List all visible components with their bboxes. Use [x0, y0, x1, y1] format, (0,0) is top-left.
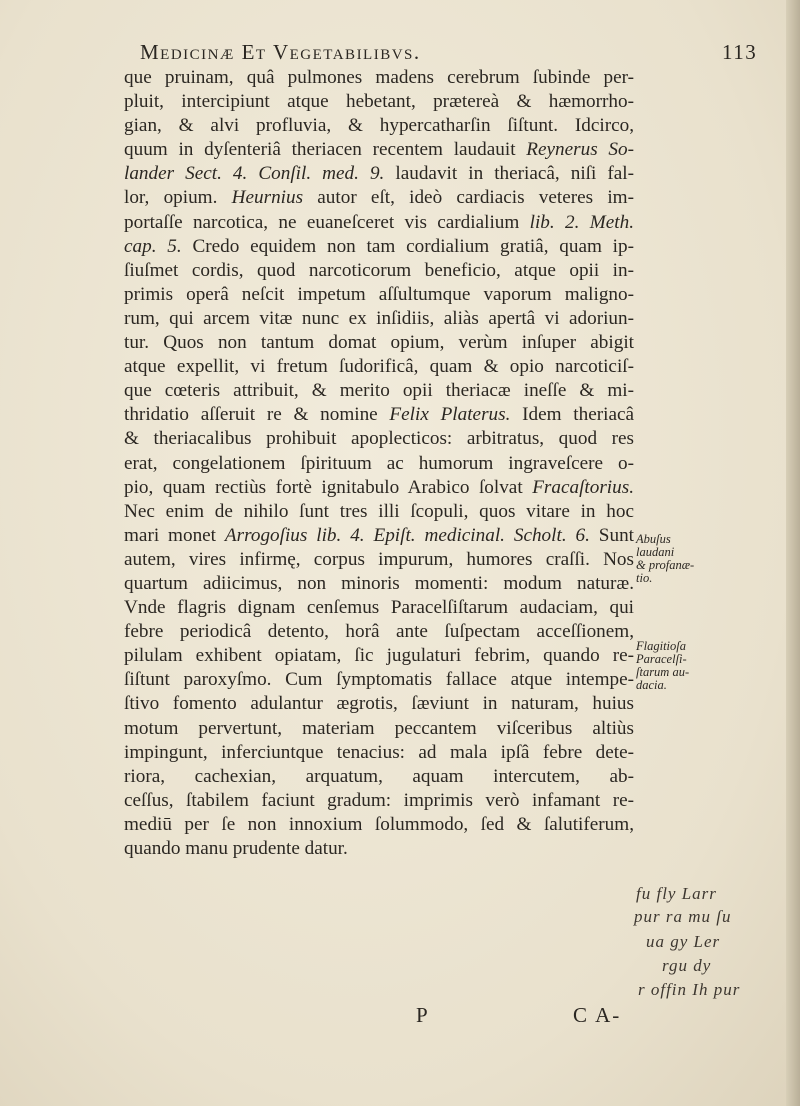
text-line [124, 692, 634, 716]
text-segment: que cœteris attribuit, & merito opii theriacæ ineſſe & mi- [124, 380, 634, 402]
text-segment: Felix Platerus. [389, 404, 511, 426]
text-segment: atque expellit, vi fretum ſudorificâ, quam & opio narcoticiſ- [124, 356, 634, 378]
text-line [124, 813, 634, 837]
text-line [124, 90, 634, 114]
margin-note-line: Abuſus [636, 532, 671, 546]
text-line [124, 452, 634, 476]
text-line [124, 235, 634, 259]
text-segment: lor, opium. [124, 187, 232, 209]
text-segment: pluit, intercipiunt atque hebetant, prætereà & hæmorrho- [124, 91, 634, 113]
handwritten-annotation: pur ra mu ſu [634, 907, 732, 926]
text-segment: ſiſtunt paroxyſmo. Cum ſymptomatis fallace atque intempe- [124, 669, 634, 691]
text-line [124, 620, 634, 644]
handwritten-annotation: ua gy Ler [646, 932, 721, 951]
text-segment: autor eſt, ideò cardiacis veteres im- [303, 187, 634, 209]
text-segment: ſiuſmet cordis, quod narcoticorum beneficio, atque opii in- [124, 259, 634, 281]
text-segment: tur. Quos non tantum domat opium, verùm inſuper abigit [124, 332, 634, 354]
text-segment: que pruinam, quâ pulmones madens cerebrum ſubinde per- [124, 67, 634, 88]
text-line [124, 668, 634, 692]
text-segment: gian, & alvi profluvia, & hypercatharſin ſiſtunt. Idcirco, [124, 115, 634, 137]
text-line [124, 717, 634, 741]
text-segment: Vnde flagris dignam cenſemus Paracelſiſtarum audaciam, qui [124, 597, 634, 619]
text-segment: quum in dyſenteriâ theriacen recentem laudauit [124, 139, 527, 161]
text-segment: laudavit in theriacâ, niſi fal- [384, 163, 634, 185]
text-segment: pilulam exhibent opiatam, ſic jugulaturi febrim, quando re- [124, 645, 634, 667]
text-line [124, 114, 634, 138]
text-segment: rum, qui arcem vitæ nunc ex inſidiis, aliàs apertâ vi adoriun- [124, 307, 634, 329]
text-segment: & theriacalibus prohibuit apoplecticos: arbitratus, quod res [124, 428, 634, 450]
text-segment: quartum adiicimus, non minoris momenti: modum naturæ. [124, 572, 634, 594]
text-segment: Credo equidem non tam cordialium gratiâ, quam ip- [181, 235, 634, 257]
text-line [124, 427, 634, 451]
margin-note-line: laudani [636, 545, 675, 559]
text-line [124, 837, 634, 861]
margin-note-flagitiosa [636, 640, 689, 692]
text-segment: Arrogoſius lib. 4. Epiſt. medicinal. Scholt. 6. [224, 524, 590, 546]
text-segment: riora, cachexian, arquatum, aquam intercutem, ab- [124, 765, 634, 787]
text-line [124, 596, 634, 620]
text-line [124, 476, 634, 500]
margin-note-line: tio. [636, 571, 653, 585]
text-segment: portaſſe narcotica, ne euaneſceret vis cardialium [124, 211, 530, 233]
text-segment: lander Sect. 4. Conſil. med. 9. [124, 163, 385, 185]
text-line [124, 548, 634, 572]
text-segment: febre periodicâ detento, horâ ante ſuſpectam acceſſionem, [124, 621, 634, 643]
text-line [124, 355, 634, 379]
text-line [124, 644, 634, 668]
catchword: C A- [573, 1003, 622, 1027]
text-line [124, 500, 634, 524]
text-line [124, 572, 634, 596]
text-segment: Heurnius [231, 187, 304, 209]
handwritten-annotation: fu fly Larr [636, 884, 717, 903]
text-segment: quando manu prudente datur. [124, 838, 348, 859]
text-line [124, 379, 634, 403]
text-segment: thridatio aſſeruit re & nomine [124, 404, 390, 426]
margin-note-line: ſtarum au- [636, 665, 690, 679]
text-segment: mari monet [124, 524, 225, 546]
handwritten-annotation: r offin Ih pur [638, 980, 741, 999]
text-segment: erat, congelationem ſpirituum ac humorum ingraveſcere o- [124, 452, 634, 474]
running-title: Medicinæ Et Vegetabilibvs. [140, 40, 421, 64]
margin-note-line: Flagitioſa [636, 639, 686, 653]
body-text [124, 66, 634, 861]
text-line [124, 331, 634, 355]
text-line [124, 211, 634, 235]
text-line [124, 403, 634, 427]
text-segment: mediū per ſe non innoxium ſolummodo, ſed & ſalutiferum, [124, 813, 634, 835]
text-segment: cap. 5. [124, 235, 182, 257]
handwritten-annotation: rgu dy [662, 956, 712, 975]
text-segment: ceſſus, ſtabilem faciunt gradum: imprimis verò infamant re- [124, 789, 634, 811]
text-line [124, 162, 634, 186]
text-line [124, 524, 634, 548]
margin-note-line: Paracelſi- [636, 652, 687, 666]
text-line [124, 186, 634, 210]
text-segment: autem, vires infirmę, corpus impurum, humores craſſi. Nos [124, 548, 634, 570]
text-segment: impingunt, inferciuntque tenacius: ad mala ipſâ febre dete- [124, 741, 634, 763]
margin-note-line: & profanæ- [636, 558, 695, 572]
margin-note-abusus [636, 533, 694, 585]
signature-mark: P [416, 1003, 428, 1027]
page-edge [786, 0, 800, 1106]
text-segment: Idem theriacâ [510, 404, 634, 426]
text-line [124, 138, 634, 162]
text-line [124, 66, 634, 90]
text-segment: Reynerus So- [526, 139, 635, 161]
page-number: 113 [722, 40, 758, 64]
text-segment: pio, quam rectiùs fortè ignitabulo Arabico ſolvat [124, 476, 533, 498]
text-segment: lib. 2. Meth. [529, 211, 634, 233]
text-line [124, 765, 634, 789]
text-line [124, 283, 634, 307]
text-line [124, 741, 634, 765]
text-line [124, 259, 634, 283]
text-segment: Nec enim de nihilo ſunt tres illi ſcopuli, quos vitare in hoc [124, 500, 634, 522]
margin-note-line: dacia. [636, 678, 667, 692]
text-segment: Fracaſtorius. [532, 476, 634, 498]
text-line [124, 307, 634, 331]
text-segment: ſtivo fomento adulantur ægrotis, ſæviunt in naturam, huius [124, 693, 634, 715]
text-line [124, 789, 634, 813]
text-segment: motum pervertunt, materiam peccantem viſceribus altiùs [124, 717, 634, 739]
text-segment: primis operâ neſcit impetum aſſultumque vaporum maligno- [124, 283, 634, 305]
text-segment: Sunt [589, 524, 634, 546]
